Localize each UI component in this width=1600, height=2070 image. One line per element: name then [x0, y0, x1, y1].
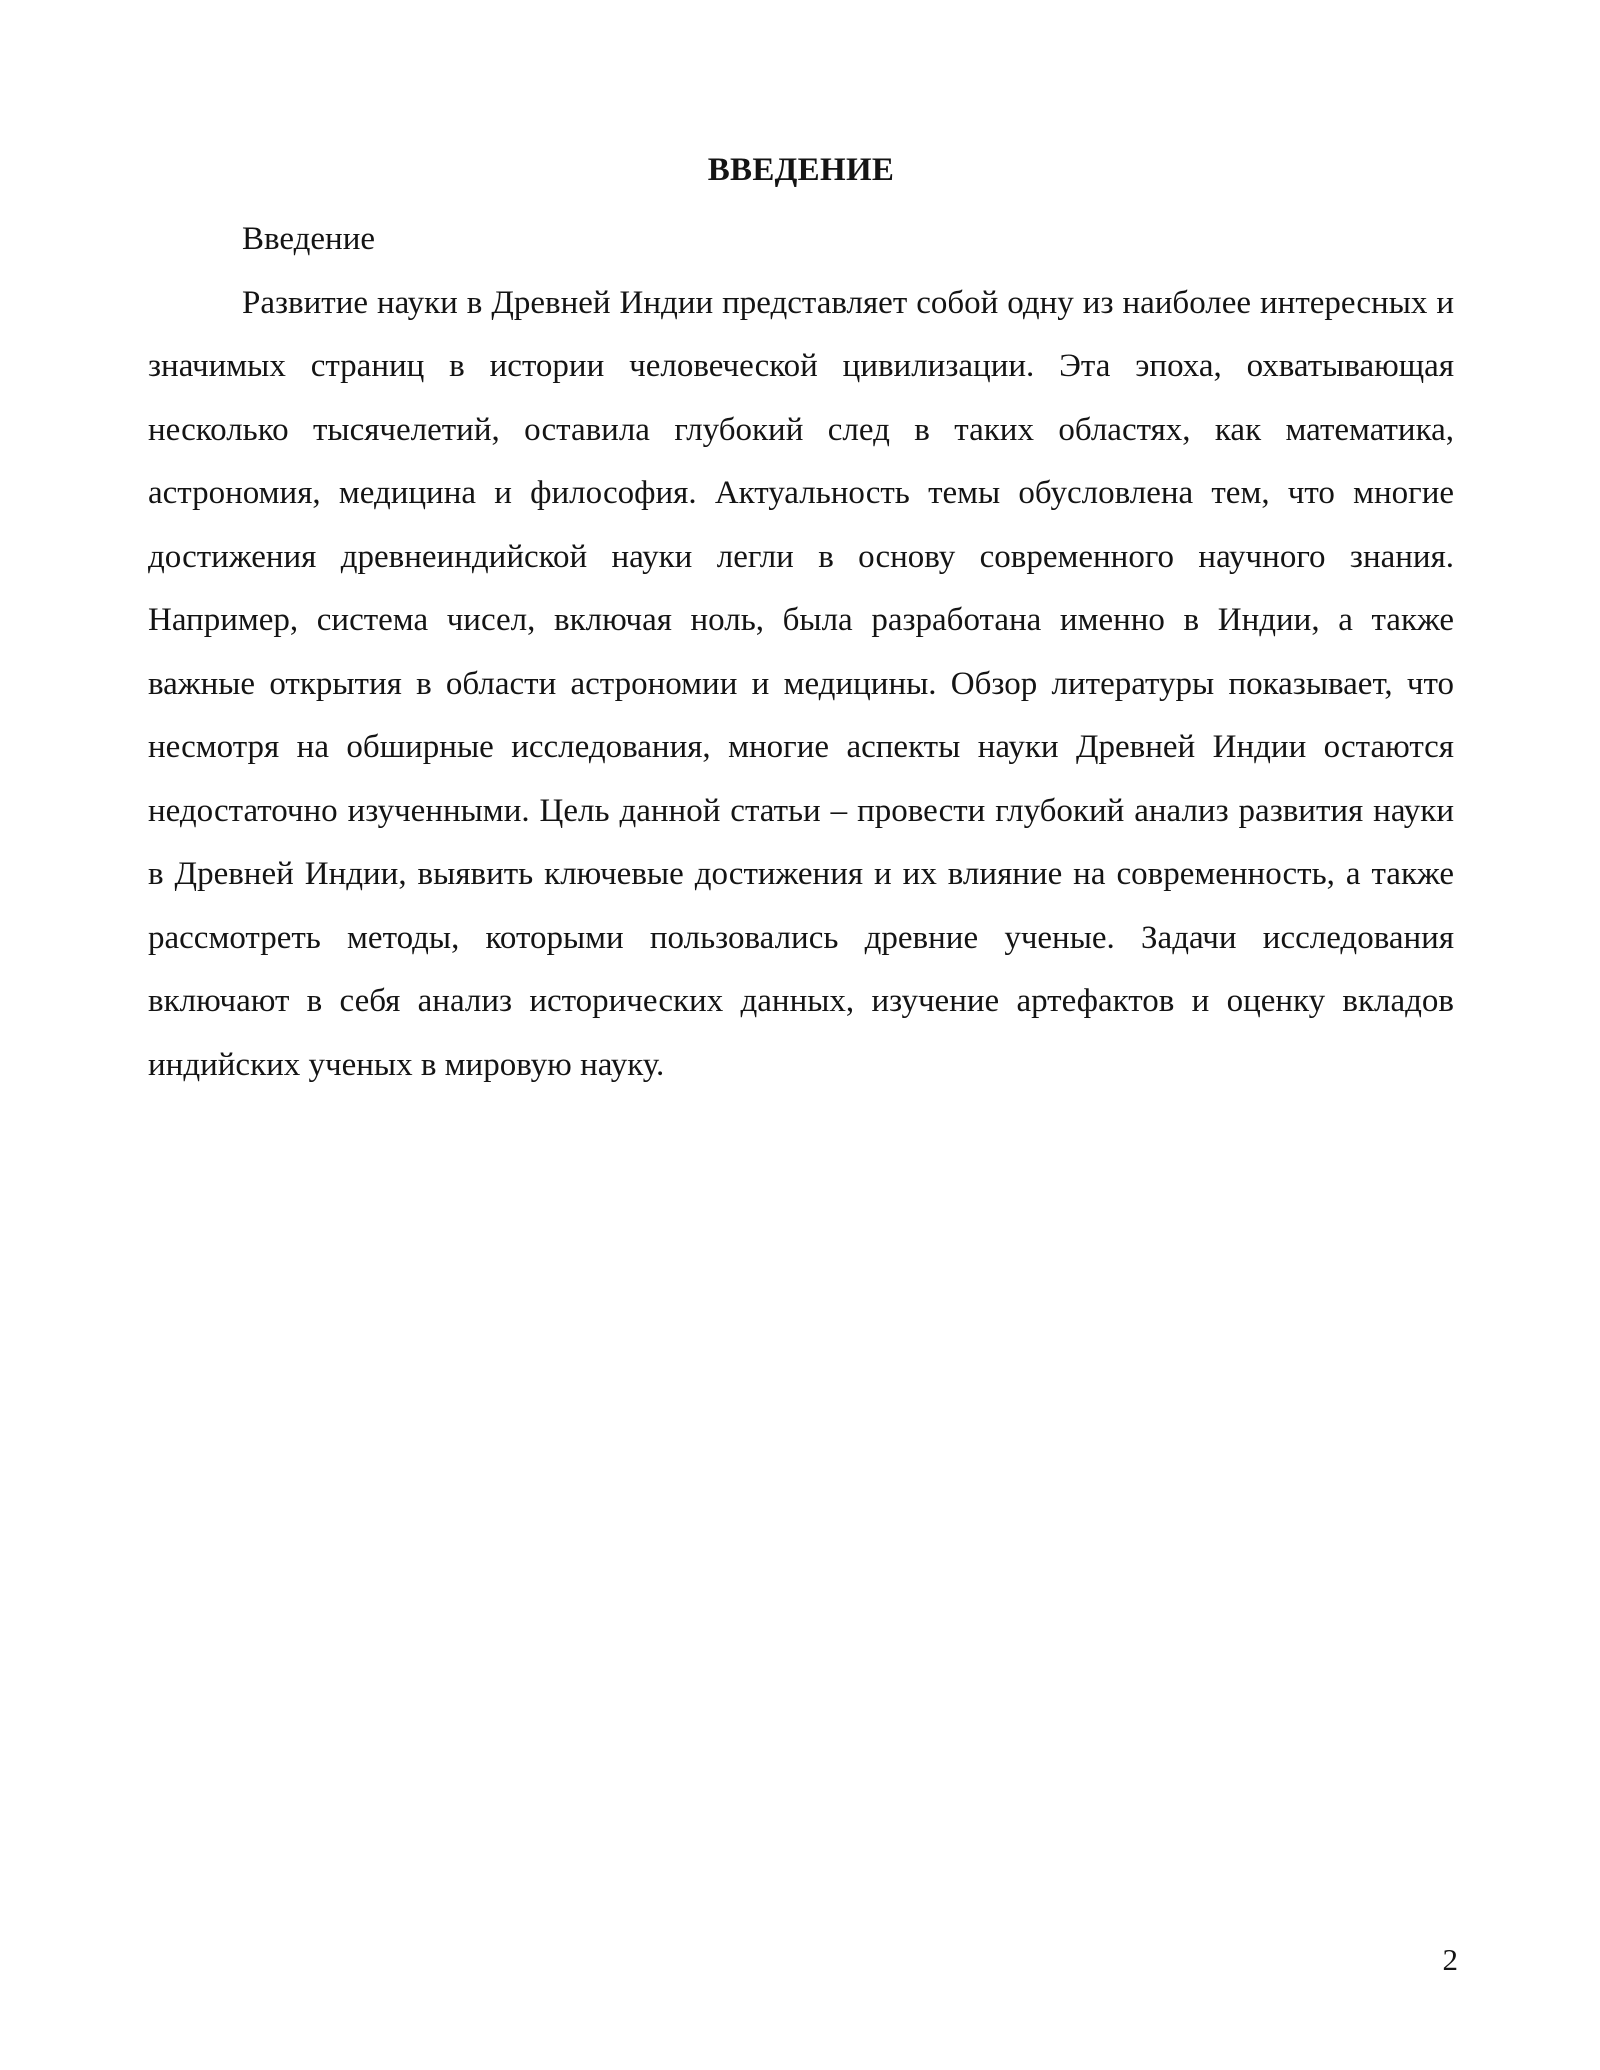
page-number: 2 [1442, 1942, 1458, 1977]
section-subheading: Введение [242, 221, 376, 257]
page-content [148, 144, 1454, 1097]
body-paragraph: Развитие науки в Древней Индии представляет собой одну из наиболее интересных и значимых страниц в истории человеческой цивилизации. Эта эпоха, охватывающая несколько тысячелетий, оставила глубокий след в таких областях, как математика, астрономия, медицина и философия. Актуальность темы обусловлена тем, что многие достижения древнеиндийской науки легли в основу современного научного знания. Например, система чисел, включая ноль, была разработана именно в Индии, а также важные открытия в области астрономии и медицины. Обзор литературы показывает, что несмотря на обширные исследования, многие аспекты науки Древней Индии остаются недостаточно изученными. Цель данной статьи – провести глубокий анализ развития науки в Древней Индии, выявить ключевые достижения и их влияние на современность, а также рассмотреть методы, которыми пользовались древние ученые. Задачи исследования включают в себя анализ исторических данных, изучение артефактов и оценку вкладов индийских ученых в мировую науку. [148, 284, 1454, 1083]
section-heading: ВВЕДЕНИЕ [707, 152, 895, 188]
